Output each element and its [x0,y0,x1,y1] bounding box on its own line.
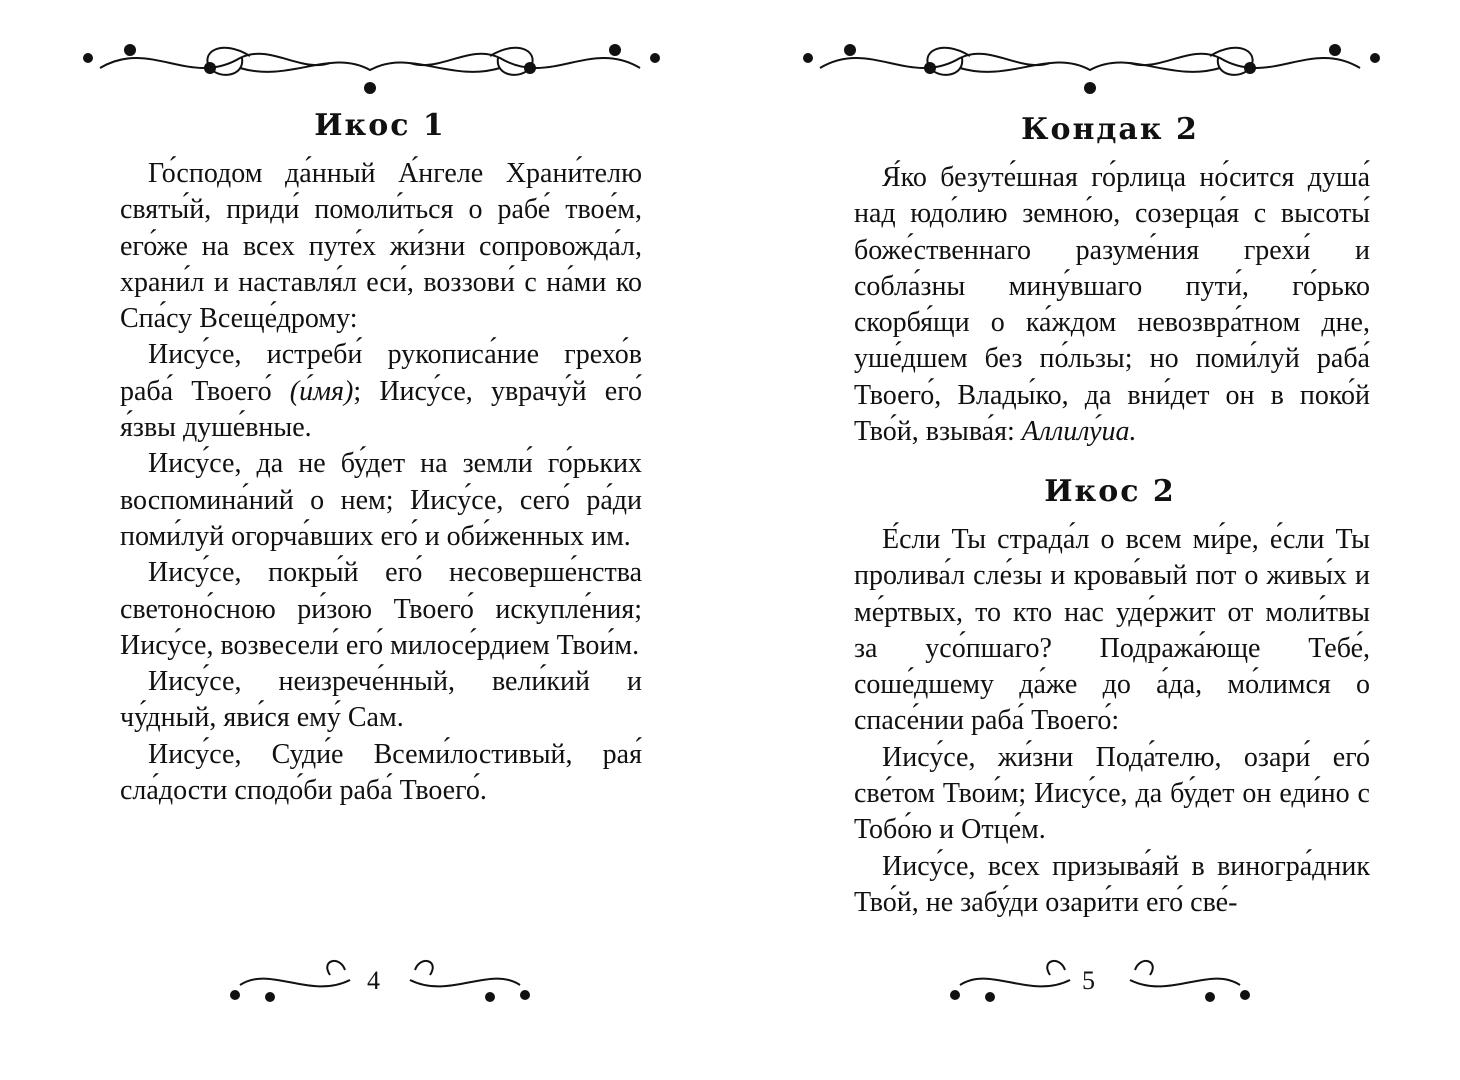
page-number: 5 [1082,966,1095,995]
right-page [730,0,1460,1080]
page-number: 4 [367,966,380,995]
paragraph: Иису́се, всех призыва́яй в виногра́дник Тво́й, не забу́ди озари́ти его́ све́- [854,850,1370,918]
ikos-2-text [854,522,1370,921]
floral-vine-ornament-icon [940,955,1260,1015]
paragraph: Иису́се, покры́й его́ несоверше́нства светоно́сною ри́зою Твоего́ искупле́ния; Иису́се, возвесели́ его́ милосе́рдием Твои́м. [120,557,642,661]
floral-vine-ornament-icon [70,28,670,98]
paragraph: Я́ко безуте́шная го́рлица но́сится душа́ над юдо́лию земно́ю, созерца́я с высоты́ боже́ственнаго разуме́ния грехи́ и собла́зны мину́вшаго пути́, го́рько скорбя́щи о ка́ждом невозвра́тном дне, уше́дшем без по́льзы; но поми́луй раба́ Твоего́, Влады́ко, да вни́дет он в поко́й Тво́й, взыва́я: Аллилу́иа. [854,162,1370,448]
paragraph: Иису́се, неизрече́нный, вели́кий и чу́дный, яви́ся ему́ Сам. [120,666,642,734]
paragraph: Иису́се, истреби́ рукописа́ние грехо́в раба́ Твоего́ (и́мя); Иису́се, уврачу́й его́ я́звы душе́вные. [120,339,642,444]
paragraph: Го́сподом да́нный А́нгеле Храни́телю святы́й, приди́ помоли́ться о рабе́ твое́м, его́же на всех путе́х жи́зни сопровожда́л, храни́л и наставля́л еси́, воззови́ с на́ми ко Спа́су Всеще́дрому: [120,158,642,335]
paragraph: Е́сли Ты страда́л о всем ми́ре, е́сли Ты пролива́л сле́зы и крова́вый пот о живы́х и ме́ртвых, то кто нас уде́ржит от моли́твы за усо́пшаго? Подража́юще Тебе́, соше́дшему да́же до а́да, мо́лимся о спасе́нии раба́ Твоего́: [854,524,1370,737]
floral-vine-ornament-icon [220,955,540,1015]
section-heading-ikos-2: Икос 2 [1044,474,1176,509]
kondak-2-text [854,160,1370,450]
floral-vine-ornament-icon [790,28,1390,98]
section-heading-kondak-2: Кондак 2 [1021,112,1199,147]
ikos-1-text [120,156,642,809]
paragraph: Иису́се, да не бу́дет на земли́ го́рьких воспомина́ний о нем; Иису́се, сего́ ра́ди поми́луй огорча́вших его́ и оби́женных им. [120,448,642,552]
section-heading-ikos-1: Икос 1 [314,108,446,143]
paragraph: Иису́се, жи́зни Пода́телю, озари́ его́ све́том Твои́м; Иису́се, да бу́дет он еди́но с Тобо́ю и Отце́м. [854,741,1370,846]
paragraph: Иису́се, Суди́е Всеми́лостивый, рая́ сла́дости сподо́би раба́ Твоего́. [120,738,642,807]
